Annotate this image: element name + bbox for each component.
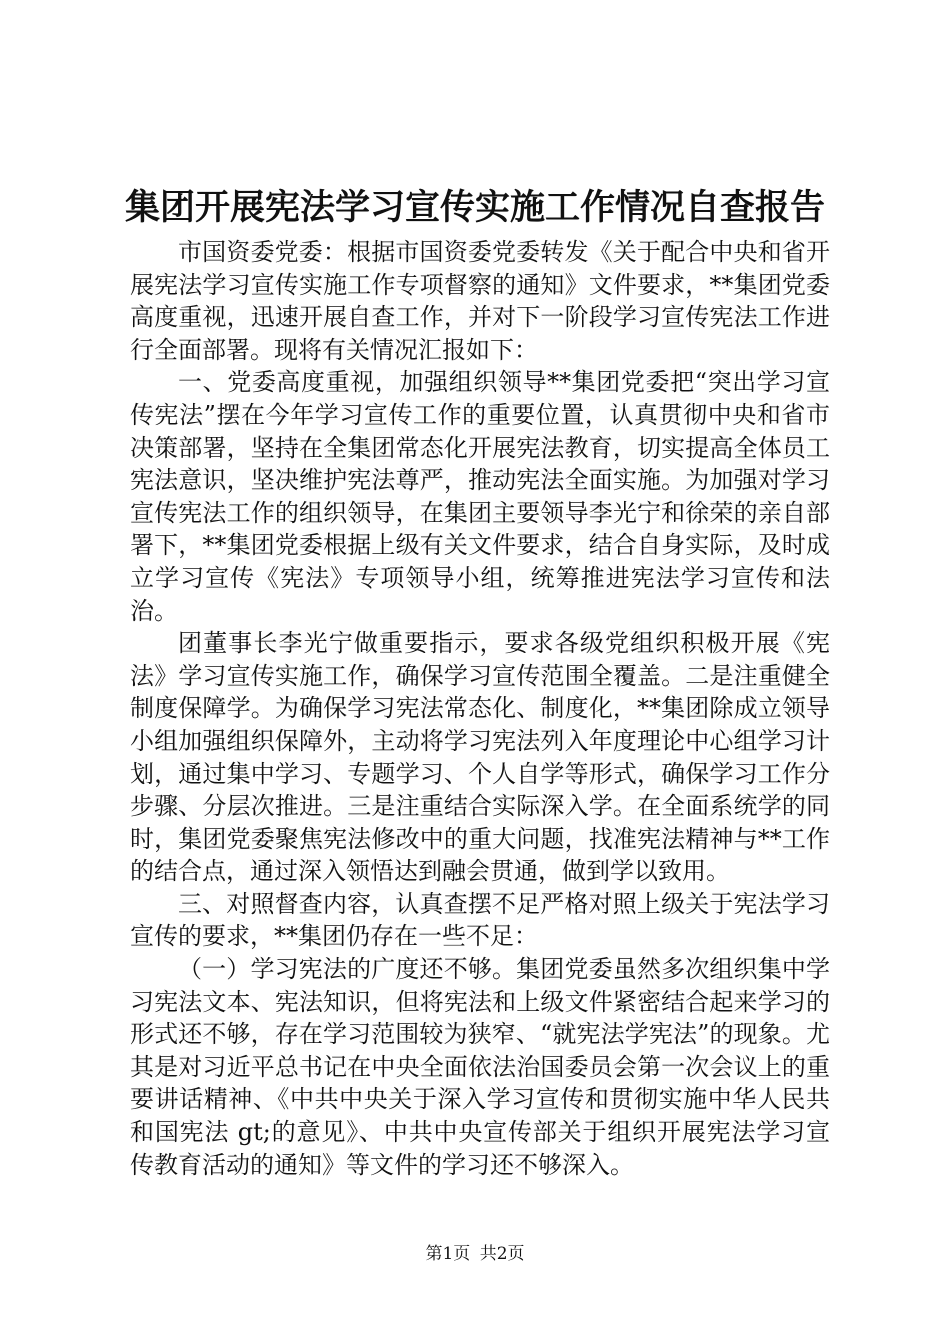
document-title: 集团开展宪法学习宣传实施工作情况自查报告	[124, 187, 825, 228]
paragraph-intro: 市国资委党委：根据市国资委党委转发《关于配合中央和省开展宪法学习宣传实施工作专项督察的通知》文件要求，**集团党委高度重视，迅速开展自查工作，并对下一阶段学习宣传宪法工作进行全面部署。现将有关情况汇报如下：	[130, 238, 830, 364]
document-body	[130, 236, 830, 1181]
page-total: 共2页	[479, 1244, 525, 1264]
page-footer	[0, 1243, 950, 1265]
paragraph-section-3: 三、对照督查内容，认真查摆不足严格对照上级关于宪法学习宣传的要求，**集团仍存在一些不足：	[130, 889, 830, 951]
page-number: 第1页	[425, 1244, 471, 1264]
paragraph-section-2: 团董事长李光宁做重要指示，要求各级党组织积极开展《宪法》学习宣传实施工作，确保学习宣传范围全覆盖。二是注重健全制度保障学。为确保学习宪法常态化、制度化，**集团除成立领导小组加强组织保障外，主动将学习宪法列入年度理论中心组学习计划，通过集中学习、专题学习、个人自学等形式，确保学习工作分步骤、分层次推进。三是注重结合实际深入学。在全面系统学的同时，集团党委聚焦宪法修改中的重大问题，找准宪法精神与**工作的结合点，通过深入领悟达到融会贯通，做到学以致用。	[130, 629, 830, 886]
paragraph-subsection-1: （一）学习宪法的广度还不够。集团党委虽然多次组织集中学习宪法文本、宪法知识，但将宪法和上级文件紧密结合起来学习的形式还不够，存在学习范围较为狭窄、“就宪法学宪法”的现象。尤其是对习近平总书记在中央全面依法治国委员会第一次会议上的重要讲话精神、《中共中央关于深入学习宣传和贯彻实施中华人民共和国宪法 gt;的意见》、中共中央宣传部关于组织开展宪法学习宣传教育活动的通知》等文件的学习还不够深入。	[130, 955, 830, 1179]
paragraph-section-1: 一、党委高度重视，加强组织领导**集团党委把“突出学习宣传宪法”摆在今年学习宣传工作的重要位置，认真贯彻中央和省市决策部署，坚持在全集团常态化开展宪法教育，切实提高全体员工宪法意识，坚决维护宪法尊严，推动宪法全面实施。为加强对学习宣传宪法工作的组织领导，在集团主要领导李光宁和徐荣的亲自部署下，**集团党委根据上级有关文件要求，结合自身实际，及时成立学习宣传《宪法》专项领导小组，统筹推进宪法学习宣传和法治。	[130, 368, 830, 625]
